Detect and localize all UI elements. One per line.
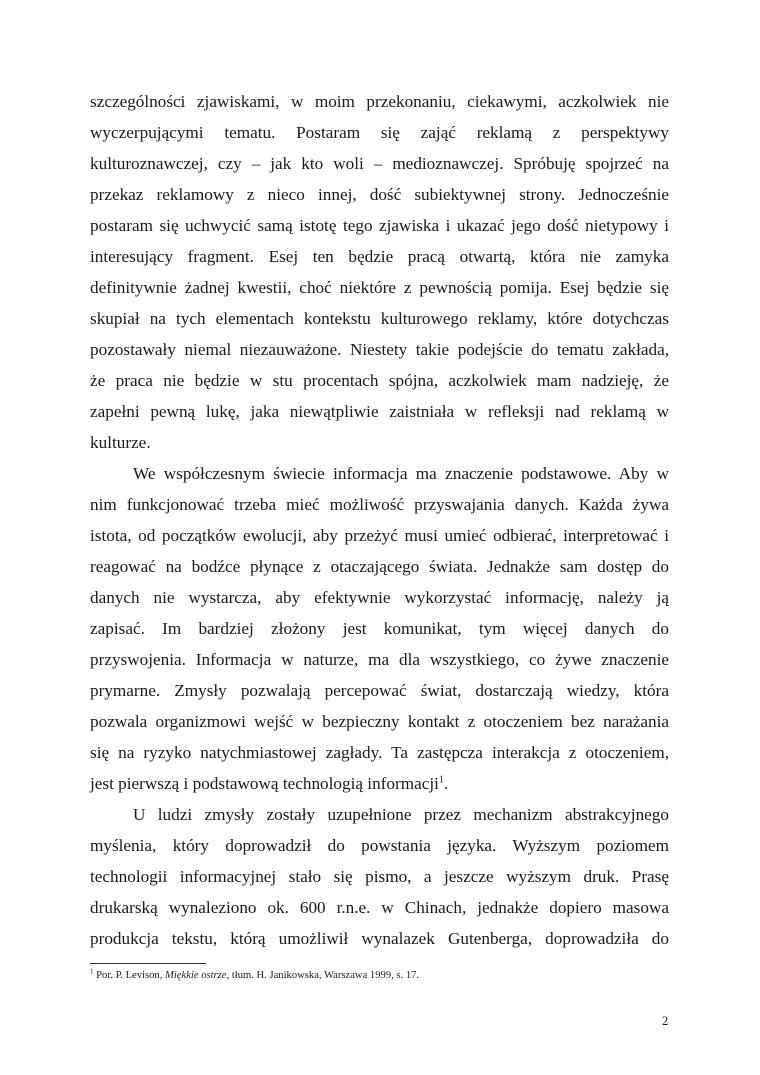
text-line: drukarską wynaleziono ok. 600 r.n.e. w Chinach, jednakże dopiero masowa (90, 898, 669, 917)
text-line: wyczerpującymi tematu. Postaram się zająć reklamą z perspektywy (90, 123, 669, 142)
text-line: przyswojenia. Informacja w naturze, ma dla wszystkiego, co żywe znaczenie (90, 650, 669, 669)
text-line: produkcja tekstu, którą umożliwił wynalazek Gutenberga, doprowadziła do (90, 929, 669, 948)
text-line: kulturze. (90, 433, 151, 452)
text-line: We współczesnym świecie informacja ma znaczenie podstawowe. Aby w (133, 464, 669, 483)
text-line: U ludzi zmysły zostały uzupełnione przez mechanizm abstrakcyjnego (133, 805, 669, 824)
sentence-end: . (443, 774, 449, 793)
footnote-suffix: , tłum. H. Janikowska, Warszawa 1999, s. 17. (226, 970, 420, 981)
text-line: prymarne. Zmysły pozwalają percepować świat, dostarczają wiedzy, która (90, 681, 669, 700)
footnote-reference[interactable]: 1 (438, 774, 444, 786)
text-line: zapełni pewną lukę, jaka niewątpliwie zaistniała w refleksji nad reklamą w (90, 402, 669, 421)
text-line: nim funkcjonować trzeba mieć możliwość przyswajania danych. Każda żywa (90, 495, 669, 514)
text-line: szczególności zjawiskami, w moim przekonaniu, ciekawymi, aczkolwiek nie (90, 92, 669, 111)
text-line: interesujący fragment. Esej ten będzie pracą otwartą, która nie zamyka (90, 247, 669, 266)
text-line: technologii informacyjnej stało się pismo, a jeszcze wyższym druk. Prasę (90, 867, 669, 886)
footnote-title: Miękkie ostrze (165, 970, 227, 981)
text-line: pozwala organizmowi wejść w bezpieczny kontakt z otoczeniem bez narażania (90, 712, 669, 731)
text-line: że praca nie będzie w stu procentach spójna, aczkolwiek mam nadzieję, że (90, 371, 669, 390)
paragraph-1 (90, 86, 669, 458)
footnote-separator (90, 963, 206, 964)
text-line: kulturoznawczej, czy – jak kto woli – medioznawczej. Spróbuję spojrzeć na (90, 154, 669, 173)
paragraph-2 (90, 458, 669, 799)
footnote-number: 1 (90, 967, 94, 976)
page-number: 2 (662, 1014, 669, 1028)
footnote (90, 967, 420, 981)
text-line: myślenia, który doprowadził do powstania języka. Wyższym poziomem (90, 836, 669, 855)
text-line: danych nie wystarcza, aby efektywnie wykorzystać informację, należy ją (90, 588, 669, 607)
text-line: przekaz reklamowy z nieco innej, dość subiektywnej strony. Jednocześnie (90, 185, 669, 204)
text-line (90, 768, 669, 799)
text-line-content: jest pierwszą i podstawową technologią informacji (90, 774, 439, 793)
text-line: zapisać. Im bardziej złożony jest komunikat, tym więcej danych do (90, 619, 669, 638)
text-line: definitywnie żadnej kwestii, choć niektóre z pewnością pomija. Esej będzie się (90, 278, 669, 297)
text-line: reagować na bodźce płynące z otaczającego świata. Jednakże sam dostęp do (90, 557, 669, 576)
body-text (90, 86, 669, 954)
text-line: istota, od początków ewolucji, aby przeżyć musi umieć odbierać, interpretować i (90, 526, 669, 545)
footnote-prefix: Por. P. Levison, (93, 970, 166, 981)
text-line: skupiał na tych elementach kontekstu kulturowego reklamy, które dotychczas (90, 309, 669, 328)
paragraph-3 (90, 799, 669, 954)
text-line: postaram się uchwycić samą istotę tego zjawiska i ukazać jego dość nietypowy i (90, 216, 669, 235)
text-line: pozostawały niemal niezauważone. Niestety takie podejście do tematu zakłada, (90, 340, 669, 359)
text-line: się na ryzyko natychmiastowej zagłady. Ta zastępcza interakcja z otoczeniem, (90, 743, 669, 762)
